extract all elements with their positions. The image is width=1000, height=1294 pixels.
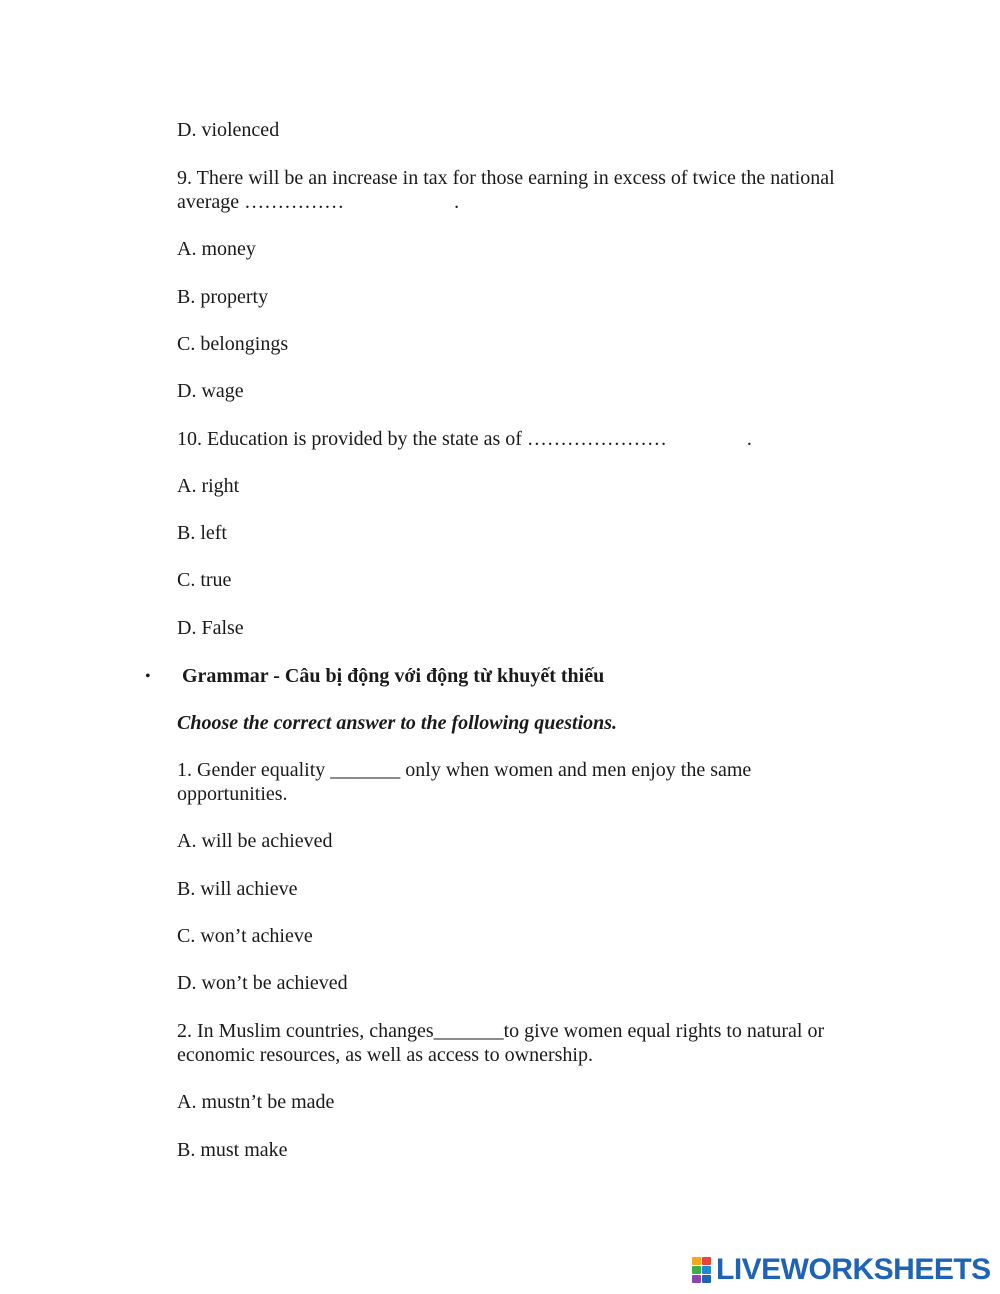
grammar-q1-option-d: D. won’t be achieved <box>177 972 348 994</box>
liveworksheets-logo-icon <box>692 1257 712 1283</box>
grammar-section-title: Grammar - Câu bị động với động từ khuyết thiếu <box>182 665 605 687</box>
grammar-q1-option-b: B. will achieve <box>177 878 298 900</box>
q9-option-c: C. belongings <box>177 333 289 355</box>
grammar-q2-option-a: A. mustn’t be made <box>177 1091 335 1113</box>
logo-block-1 <box>692 1257 701 1265</box>
grammar-instruction: Choose the correct answer to the following questions. <box>177 712 618 734</box>
q10-option-a: A. right <box>177 475 240 497</box>
liveworksheets-logo <box>692 1254 991 1286</box>
grammar-q1-stem: 1. Gender equality _______ only when women and men enjoy the same opportunities. <box>177 759 752 805</box>
q9-option-d: D. wage <box>177 380 244 402</box>
q9-stem-text: 9. There will be an increase in tax for those earning in excess of twice the national average …………… <box>177 167 835 213</box>
q10-stem <box>177 427 752 451</box>
q10-option-d: D. False <box>177 617 244 639</box>
logo-block-2 <box>702 1257 711 1265</box>
grammar-q1-option-a: A. will be achieved <box>177 830 333 852</box>
logo-block-5 <box>692 1275 701 1283</box>
logo-block-6 <box>702 1275 711 1283</box>
q8-option-d: D. violenced <box>177 119 280 141</box>
q10-option-c: C. true <box>177 569 232 591</box>
grammar-q2-stem: 2. In Muslim countries, changes_______to give women equal rights to natural or economic resources, as well as access to ownership. <box>177 1020 825 1066</box>
q10-option-b: B. left <box>177 522 227 544</box>
logo-block-3 <box>692 1266 701 1274</box>
q9-stem <box>177 166 897 214</box>
q10-stem-text: 10. Education is provided by the state as of ………………… <box>177 428 667 450</box>
q9-stem-end: . <box>454 191 460 213</box>
grammar-q1-option-c: C. won’t achieve <box>177 925 313 947</box>
grammar-q2-option-b: B. must make <box>177 1139 288 1161</box>
q9-option-a: A. money <box>177 238 256 260</box>
liveworksheets-logo-text: LIVEWORKSHEETS <box>716 1253 991 1286</box>
q9-option-b: B. property <box>177 286 269 308</box>
section-bullet: • <box>145 668 151 685</box>
q10-stem-end: . <box>746 428 752 450</box>
logo-block-4 <box>702 1266 711 1274</box>
